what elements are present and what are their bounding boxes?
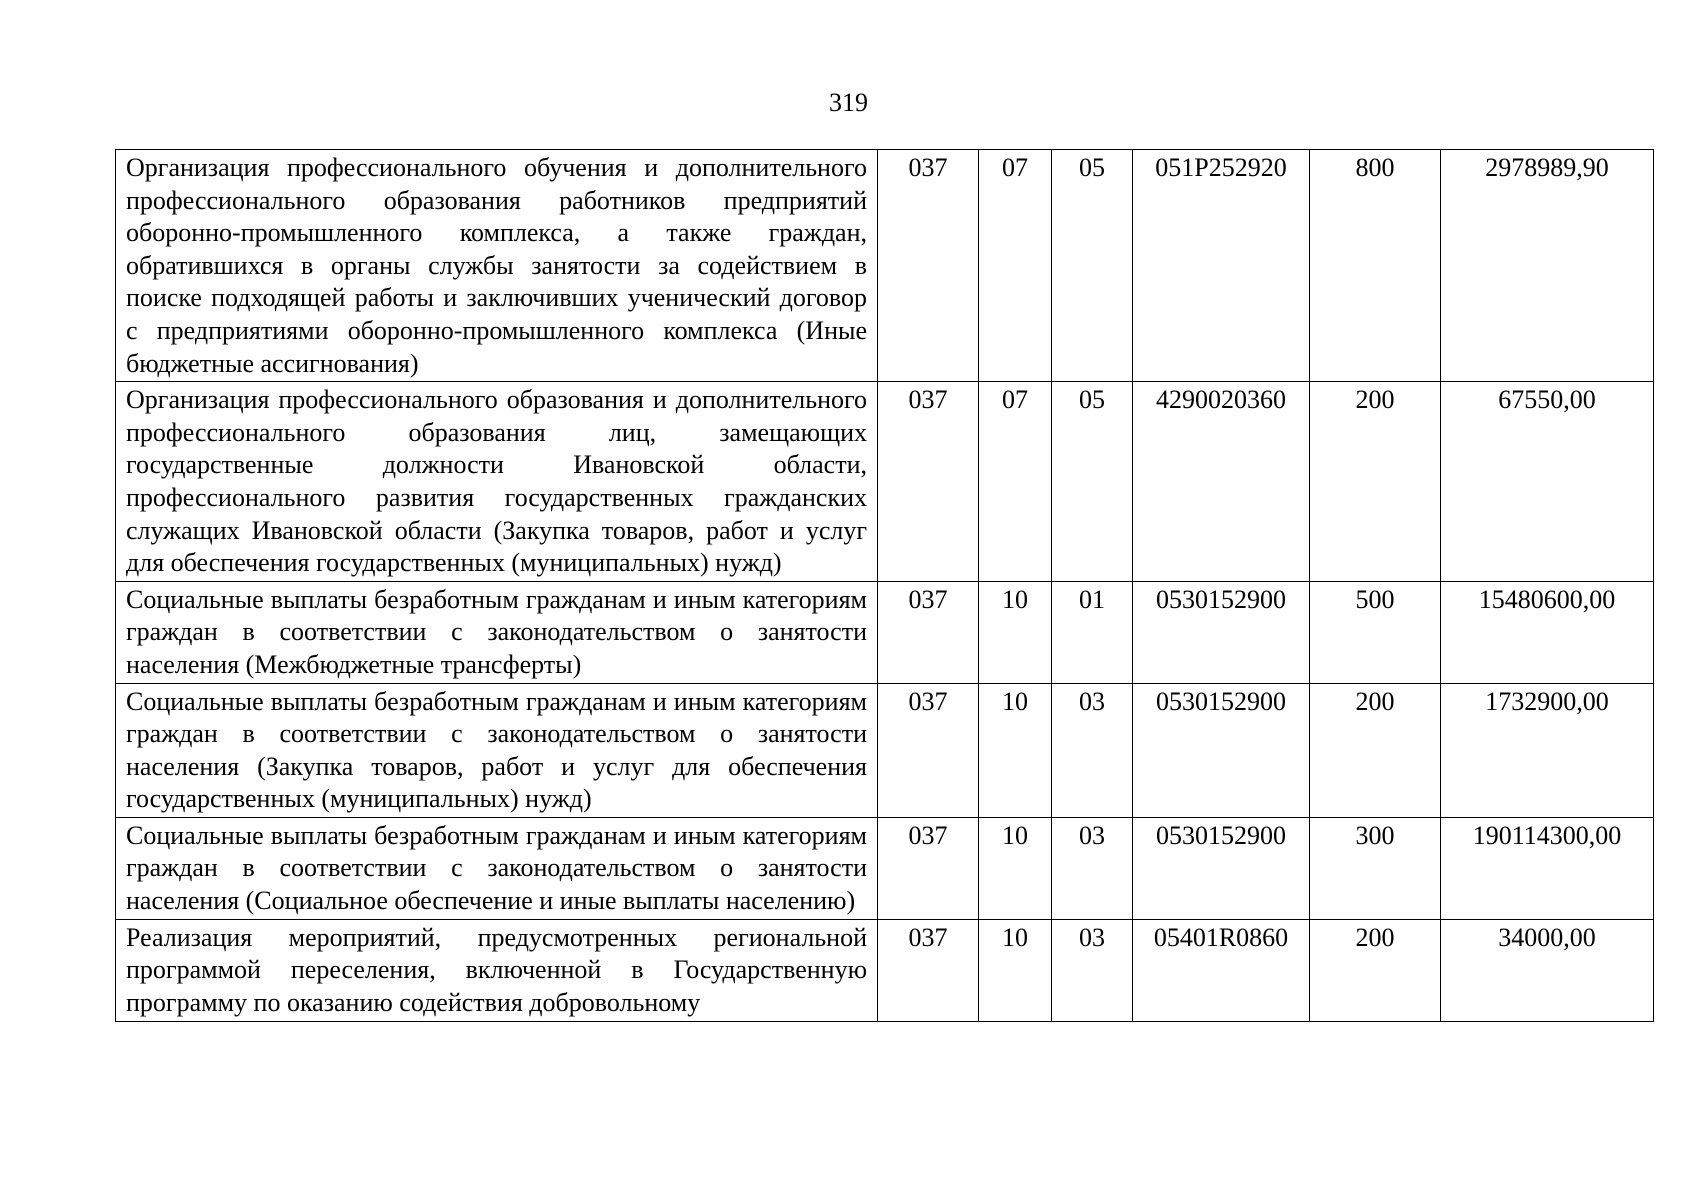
- row-description: Социальные выплаты безработным гражданам и иным категориям граждан в соответствии с законодательством о занятости населения (Социальное обеспечение и иные выплаты населению): [116, 817, 878, 919]
- expense-type-code: 300: [1310, 817, 1441, 919]
- section-code: 10: [979, 817, 1052, 919]
- expense-type-code: 200: [1310, 683, 1441, 817]
- target-article-code: 0530152900: [1133, 581, 1310, 683]
- subsection-code: 05: [1052, 150, 1133, 382]
- amount: 1732900,00: [1441, 683, 1654, 817]
- expense-type-code: 200: [1310, 382, 1441, 582]
- table-row: [116, 150, 1654, 382]
- target-article-code: 05401R0860: [1133, 919, 1310, 1021]
- amount: 190114300,00: [1441, 817, 1654, 919]
- subsection-code: 01: [1052, 581, 1133, 683]
- table-row: [116, 581, 1654, 683]
- ministry-code: 037: [878, 150, 979, 382]
- table-body: [116, 150, 1654, 1022]
- ministry-code: 037: [878, 817, 979, 919]
- ministry-code: 037: [878, 382, 979, 582]
- ministry-code: 037: [878, 581, 979, 683]
- row-description: Организация профессионального обучения и дополнительного профессионального образования работников предприятий оборонно-промышленного комплекса, а также граждан, обратившихся в органы службы занятости за содействием в поиске подходящей работы и заключивших ученический договор с предприятиями оборонно-промышленного комплекса (Иные бюджетные ассигнования): [116, 150, 878, 382]
- subsection-code: 03: [1052, 919, 1133, 1021]
- table-row: [116, 382, 1654, 582]
- section-code: 07: [979, 382, 1052, 582]
- section-code: 10: [979, 683, 1052, 817]
- row-description: Реализация мероприятий, предусмотренных региональной программой переселения, включенной в Государственную программу по оказанию содействия добровольному: [126, 922, 867, 1017]
- section-code: 10: [979, 581, 1052, 683]
- ministry-code: 037: [878, 919, 979, 1021]
- expense-type-code: 500: [1310, 581, 1441, 683]
- subsection-code: 03: [1052, 817, 1133, 919]
- subsection-code: 05: [1052, 382, 1133, 582]
- target-article-code: 0530152900: [1133, 683, 1310, 817]
- expense-type-code: 200: [1310, 919, 1441, 1021]
- amount: 15480600,00: [1441, 581, 1654, 683]
- row-description: Социальные выплаты безработным гражданам и иным категориям граждан в соответствии с законодательством о занятости населения (Межбюджетные трансферты): [116, 581, 878, 683]
- section-code: 10: [979, 919, 1052, 1021]
- target-article-code: 0530152900: [1133, 817, 1310, 919]
- table-row: [116, 919, 1654, 1021]
- table-row: [116, 817, 1654, 919]
- target-article-code: 051P252920: [1133, 150, 1310, 382]
- row-description: Организация профессионального образования и дополнительного профессионального образования лиц, замещающих государственные должности Ивановской области, профессионального развития государственных гражданских служащих Ивановской области (Закупка товаров, работ и услуг для обеспечения государственных (муниципальных) нужд): [116, 382, 878, 582]
- ministry-code: 037: [878, 683, 979, 817]
- section-code: 07: [979, 150, 1052, 382]
- subsection-code: 03: [1052, 683, 1133, 817]
- page-number: 319: [829, 88, 868, 117]
- table-row: [116, 683, 1654, 817]
- target-article-code: 4290020360: [1133, 382, 1310, 582]
- expense-type-code: 800: [1310, 150, 1441, 382]
- amount: 2978989,90: [1441, 150, 1654, 382]
- row-description-cell: [116, 919, 878, 1021]
- row-description: Социальные выплаты безработным гражданам и иным категориям граждан в соответствии с законодательством о занятости населения (Закупка товаров, работ и услуг для обеспечения государственных (муниципальных) нужд): [116, 683, 878, 817]
- budget-table: [115, 149, 1654, 1022]
- amount: 67550,00: [1441, 382, 1654, 582]
- amount: 34000,00: [1441, 919, 1654, 1021]
